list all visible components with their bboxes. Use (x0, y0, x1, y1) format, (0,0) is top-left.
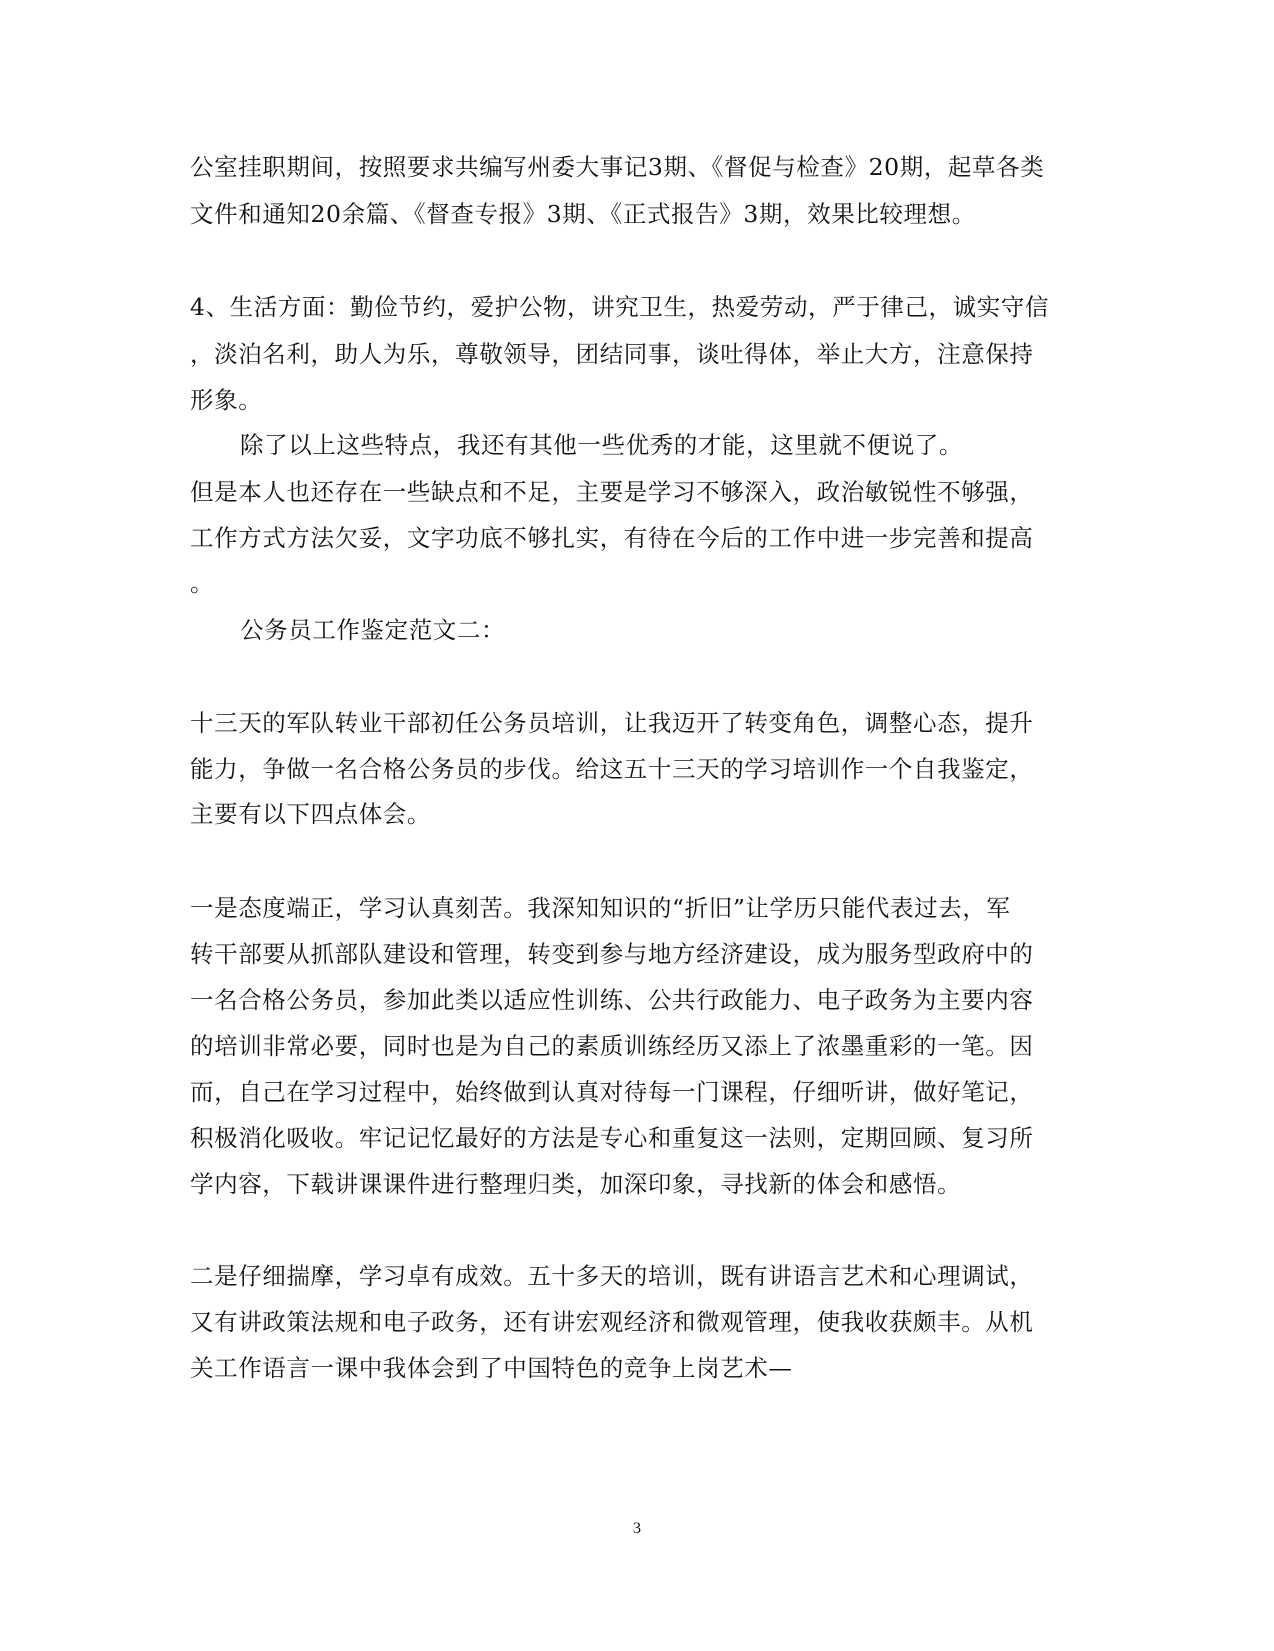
text-line: 又有讲政策法规和电子政务，还有讲宏观经济和微观管理，使我收获颇丰。从机 (190, 1308, 1034, 1336)
text-line: 主要有以下四点体会。 (190, 800, 431, 828)
text-line: 但是本人也还存在一些缺点和不足，主要是学习不够深入，政治敏锐性不够强， (190, 478, 1034, 506)
text-line: ，淡泊名利，助人为乐，尊敬领导，团结同事，谈吐得体，举止大方，注意保持 (190, 340, 1034, 368)
text-line: 一是态度端正，学习认真刻苦。我深知知识的“折旧”让学历只能代表过去，军 (190, 894, 1011, 922)
text-line: 文件和通知20余篇、《督查专报》3期、《正式报告》3期，效果比较理想。 (190, 200, 976, 228)
text-line: 关工作语言一课中我体会到了中国特色的竞争上岗艺术— (190, 1354, 793, 1382)
text-line: 能力，争做一名合格公务员的步伐。给这五十三天的学习培训作一个自我鉴定， (190, 755, 1034, 783)
text-line: 学内容，下载讲课课件进行整理归类，加深印象，寻找新的体会和感悟。 (190, 1170, 962, 1198)
text-line: 而，自己在学习过程中，始终做到认真对待每一门课程，仔细听讲，做好笔记， (190, 1078, 1034, 1106)
text-line: 二是仔细揣摩，学习卓有成效。五十多天的培训，既有讲语言艺术和心理调试， (190, 1262, 1034, 1290)
text-line: 转干部要从抓部队建设和管理，转变到参与地方经济建设，成为服务型政府中的 (190, 940, 1034, 968)
text-line: 工作方式方法欠妥，文字功底不够扎实，有待在今后的工作中进一步完善和提高 (190, 524, 1034, 552)
text-line: 的培训非常必要，同时也是为自己的素质训练经历又添上了浓墨重彩的一笔。因 (190, 1032, 1034, 1060)
text-line: 十三天的军队转业干部初任公务员培训，让我迈开了转变角色，调整心态，提升 (190, 709, 1034, 737)
page-number: 3 (633, 1520, 641, 1537)
text-line: 公室挂职期间，按照要求共编写州委大事记3期、《督促与检查》20期，起草各类 (190, 153, 1045, 181)
section-heading: 公务员工作鉴定范文二： (240, 616, 506, 644)
text-line: 。 (190, 569, 215, 597)
text-line: 4、生活方面：勤俭节约，爱护公物，讲究卫生，热爱劳动，严于律己，诚实守信 (190, 293, 1050, 321)
text-line: 一名合格公务员，参加此类以适应性训练、公共行政能力、电子政务为主要内容 (190, 986, 1034, 1014)
text-line: 除了以上这些特点，我还有其他一些优秀的才能，这里就不便说了。 (240, 431, 963, 459)
text-line: 积极消化吸收。牢记记忆最好的方法是专心和重复这一法则，定期回顾、复习所 (190, 1124, 1034, 1152)
text-line: 形象。 (190, 386, 263, 414)
